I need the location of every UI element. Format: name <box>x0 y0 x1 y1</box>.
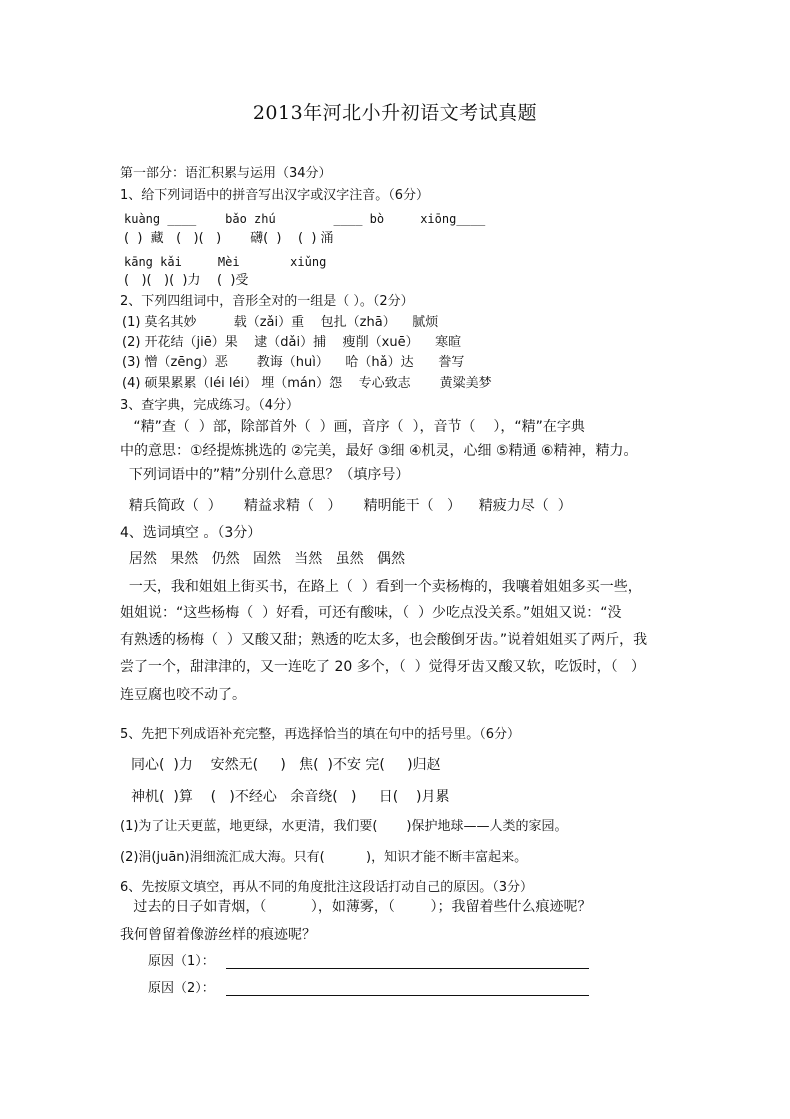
q4-line-4: 尝了一个，甜津津的，又一连吃了 20 多个，（ ）觉得牙齿又酸又软，吃饭时，（ ） <box>120 659 645 675</box>
q1-row2-chars: ( )( )( )力 ( )受 <box>124 273 249 288</box>
q5-sentence-2: (2)涓(juān)涓细流汇成大海。只有( )，知识才能不断丰富起来。 <box>120 850 528 865</box>
q4-heading: 4、选词填空 。（3分） <box>120 525 262 541</box>
q3-para-2: 中的意思：①经提炼挑选的 ②完美，最好 ③细 ④机灵，心细 ⑤精通 ⑥精神，精力。 <box>120 443 638 459</box>
q3-para-3: 下列词语中的”精”分别什么意思？（填序号） <box>120 467 410 483</box>
q1-heading: 1、给下列词语中的拼音写出汉字或汉字注音。（6分） <box>120 188 430 203</box>
q6-reason-1-label: 原因（1）： <box>148 954 215 969</box>
q1-row1-chars: ( ) 藏 ( )( ) 礴( ) ( ) 涌 <box>124 231 334 246</box>
q4-line-5: 连豆腐也咬不动了。 <box>120 687 246 703</box>
q6-heading: 6、先按原文填空，再从不同的角度批注这段话打动自己的原因。（3分） <box>120 880 534 895</box>
q2-heading: 2、下列四组词中，音形全对的一组是（ ）。（2分） <box>120 294 414 309</box>
q6-reason-2-label: 原因（2）： <box>148 981 215 996</box>
q6-passage-line-2: 我何曾留着像游丝样的痕迹呢？ <box>120 927 316 943</box>
q4-line-3: 有熟透的杨梅（ ）又酸又甜；熟透的吃太多，也会酸倒牙齿。”说着姐姐买了两斤，我 <box>120 632 648 648</box>
part1-heading: 第一部分：语汇积累与运用（34分） <box>120 166 332 181</box>
q6-passage-line-1: 过去的日子如青烟，（ ），如薄雾，（ ）；我留着些什么痕迹呢？ <box>120 899 592 915</box>
q6-reason-1-answer-line[interactable] <box>226 968 589 969</box>
q4-word-bank: 居然 果然 仍然 固然 当然 虽然 偶然 <box>120 551 406 567</box>
q6-reason-2-answer-line[interactable] <box>226 995 589 996</box>
page-title: 2013年河北小升初语文考试真题 <box>252 102 538 124</box>
q3-heading: 3、查字典，完成练习。（4分） <box>120 398 300 413</box>
q3-para-1: “精”查（ ）部，除部首外（ ）画，音序（ ），音节（ ），“精”在字典 <box>120 419 585 435</box>
q1-row2-pinyin: kāng kǎi Mèi xiǔng <box>124 255 327 269</box>
q5-idiom-row-1: 同心( )力 安然无( ) 焦( )不安 完( )归赵 <box>131 757 441 773</box>
q2-option-3: (3) 憎（zēng）恶 教诲（huì） 哈（hǎ）达 誊写 <box>122 355 465 370</box>
q4-line-2: 姐姐说：“这些杨梅（ ）好看，可还有酸味，（ ）少吃点没关系。”姐姐又说：“没 <box>120 605 622 621</box>
q1-row1-pinyin: kuàng ____ bǎo zhú ____ bò xiōng____ <box>124 212 486 226</box>
q5-heading: 5、先把下列成语补充完整，再选择恰当的填在句中的括号里。（6分） <box>120 727 521 742</box>
q4-line-1: 一天，我和姐姐上街买书，在路上（ ）看到一个卖杨梅的，我嚷着姐姐多买一些， <box>120 579 642 595</box>
q2-option-2: (2) 开花结（jiē）果 逮（dǎi）捕 瘦削（xuē） 寒暄 <box>122 335 462 350</box>
q2-option-4: (4) 硕果累累（léi léi） 埋（mán）怨 专心致志 黄粱美梦 <box>122 376 492 391</box>
q5-idiom-row-2: 神机( )算 ( )不经心 余音绕( ) 日( )月累 <box>131 789 450 805</box>
q5-sentence-1: (1)为了让天更蓝，地更绿，水更清，我们要( )保护地球——人类的家园。 <box>120 819 568 834</box>
q3-items: 精兵简政（ ） 精益求精（ ） 精明能干（ ） 精疲力尽（ ） <box>120 498 572 514</box>
q2-option-1: (1) 莫名其妙 载（zǎi）重 包扎（zhā） 腻烦 <box>122 315 439 330</box>
